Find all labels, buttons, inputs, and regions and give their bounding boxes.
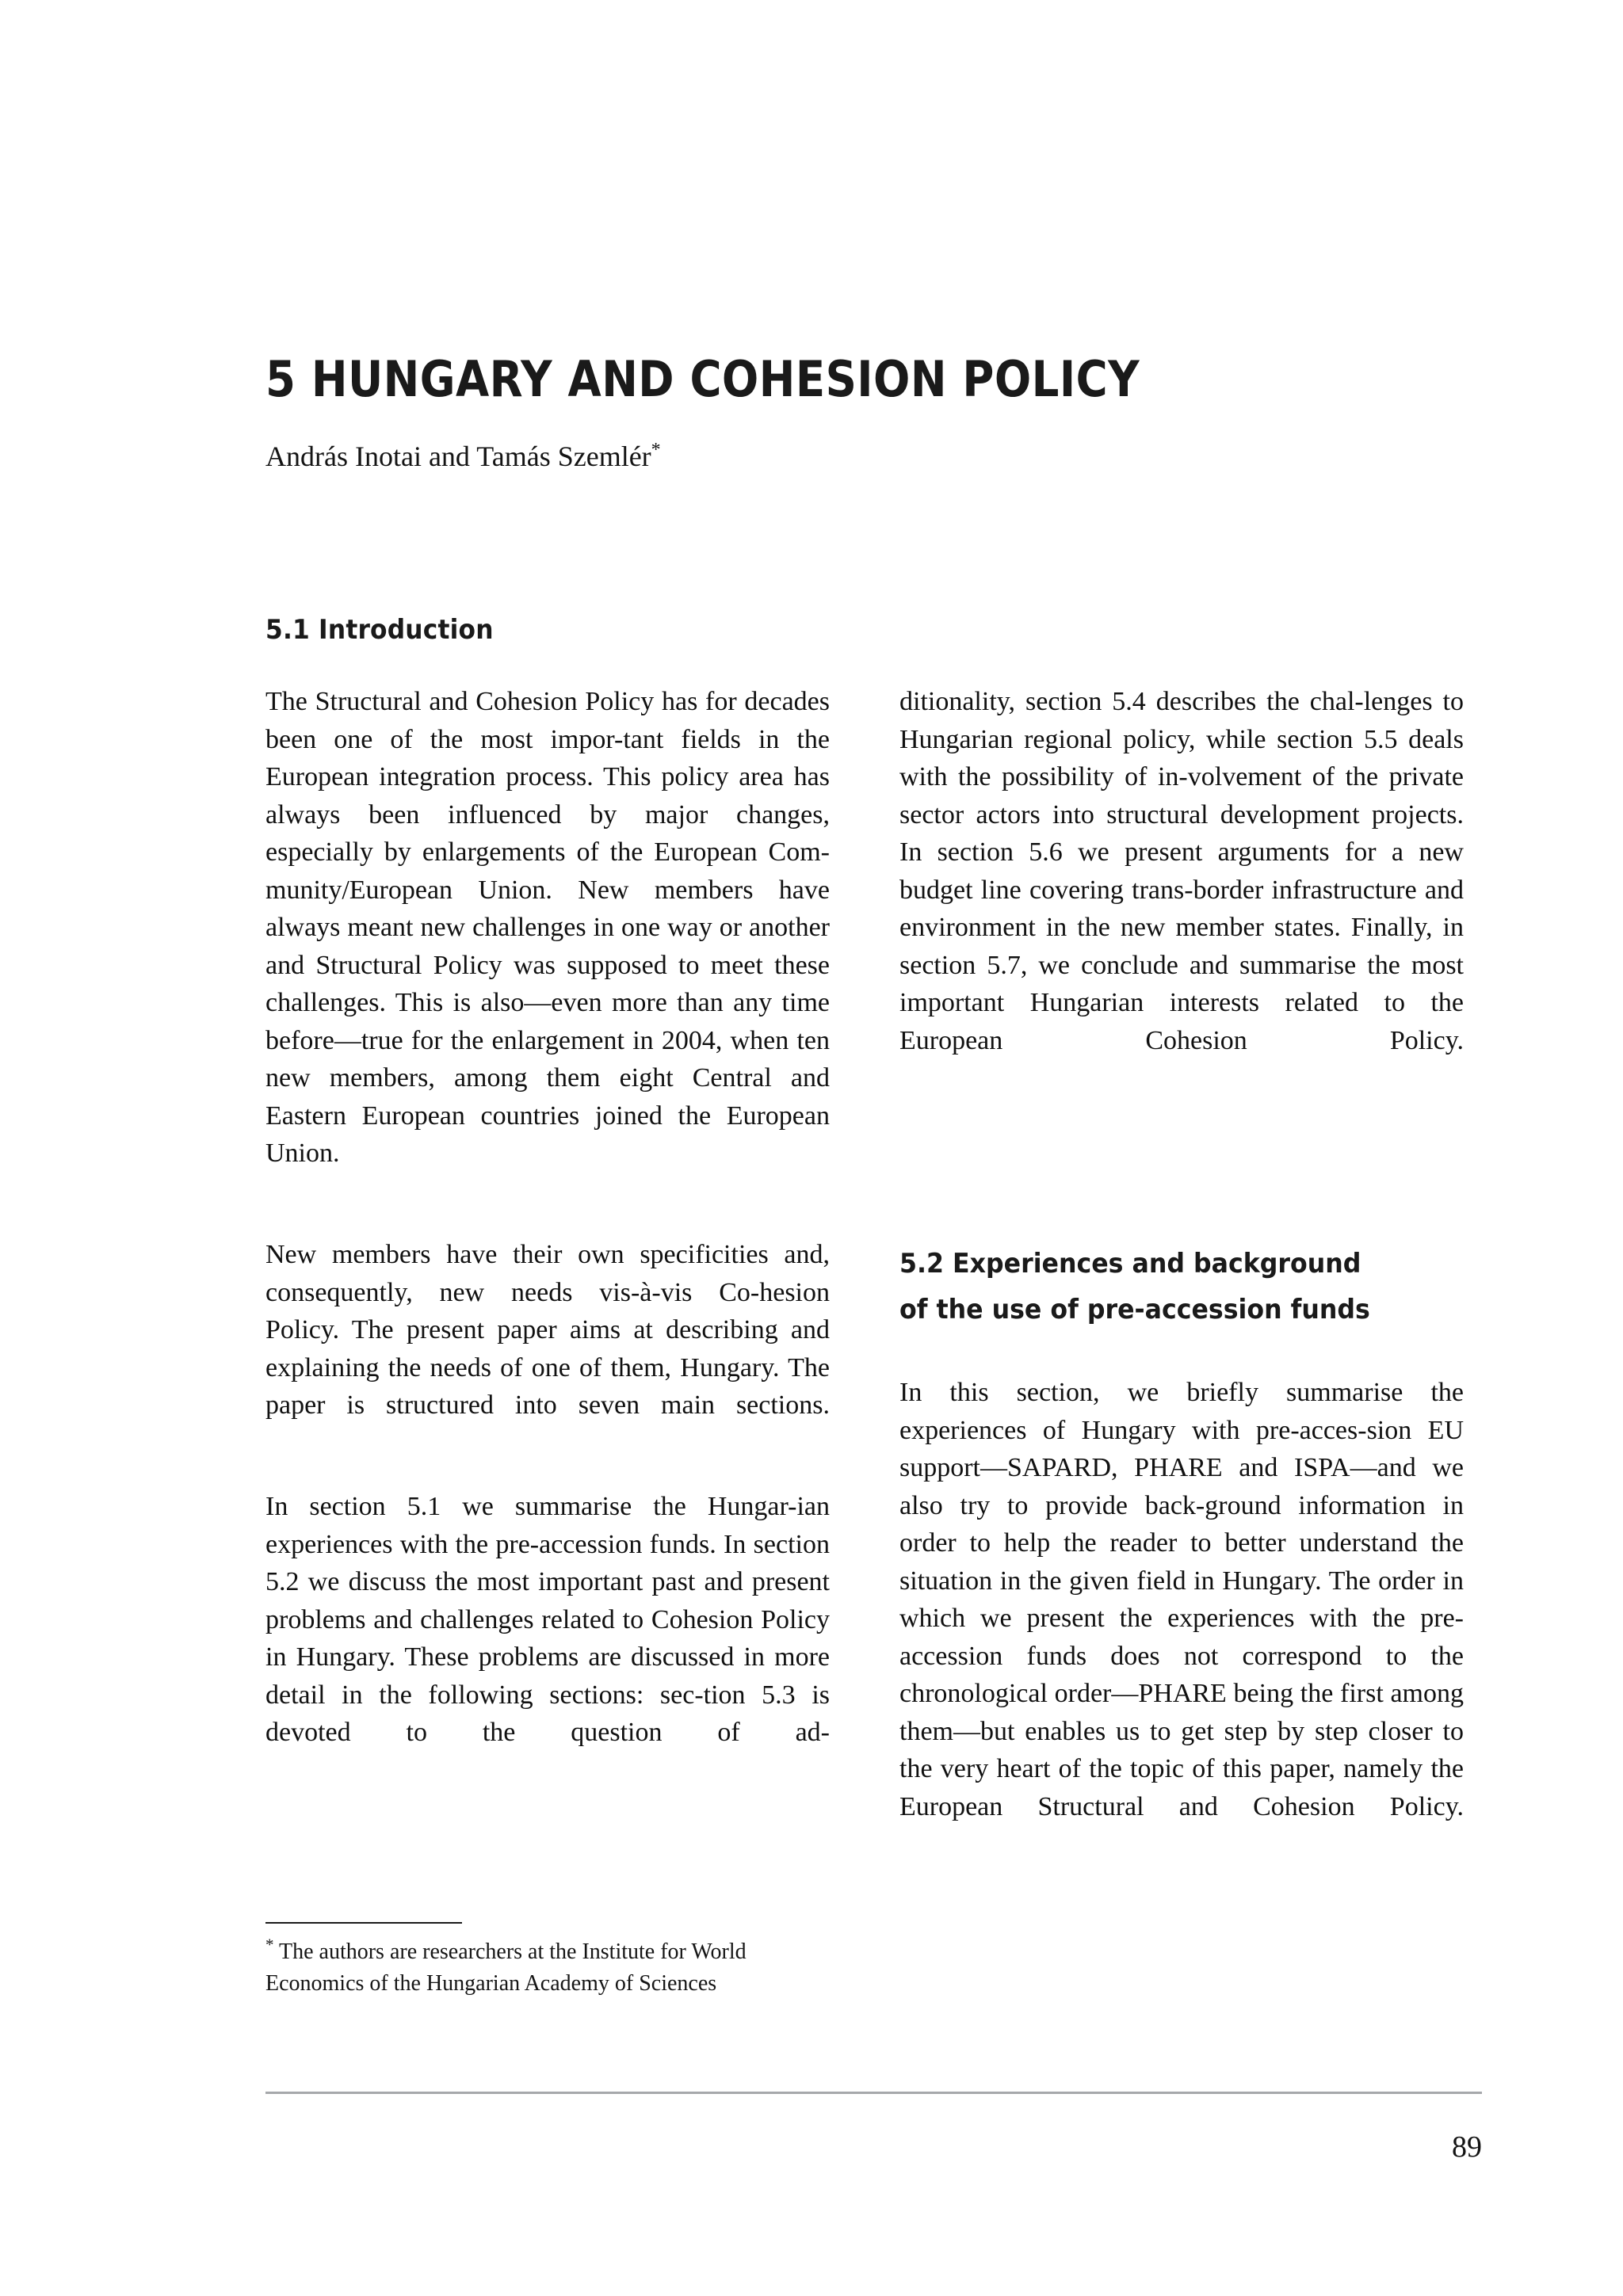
section-heading-5-2-line2: of the use of pre-accession funds [899, 1294, 1370, 1326]
footnote-text: The authors are researchers at the Institute for World Economics of the Hungarian Academy of Sciences [265, 1939, 747, 1996]
body-column-left [265, 683, 830, 1789]
author-footnote-marker: * [651, 440, 661, 460]
section-heading-5-2-line1: 5.2 Experiences and background [899, 1248, 1361, 1280]
page-content-frame [265, 0, 1482, 2296]
footnote-separator-rule [265, 1922, 462, 1924]
author-byline [265, 438, 1482, 475]
paragraph: In section 5.1 we summarise the Hungar-ian experiences with the pre-accession funds. In section 5.2 we discuss the most important past and present problems and challenges related to Cohesion Policy in Hungary. These problems are discussed in more detail in the following sections: sec-tion 5.3 is devoted to the question of ad- [265, 1492, 830, 1747]
footnote-marker: * [265, 1935, 274, 1955]
chapter-title: 5 HUNGARY AND COHESION POLICY [265, 349, 1140, 408]
paragraph: In this section, we briefly summarise the experiences of Hungary with pre-acces-sion EU support—SAPARD, PHARE and ISPA—and we also try to provide back-ground information in order to help the reader to better understand the situation in the given field in Hungary. The order in which we present the experiences with the pre-accession funds does not correspond to the chronological order—PHARE being the first among them—but enables us to get step by step closer to the very heart of the topic of this paper, namely the European Structural and Cohesion Policy. [899, 1378, 1464, 1821]
paragraph: ditionality, section 5.4 describes the chal-lenges to Hungarian regional policy, while section 5.5 deals with the possibility of in-volvement of the private sector actors into structural development projects. In section 5.6 we present arguments for a new budget line covering trans-border infrastructure and environment in the new member states. Finally, in section 5.7, we conclude and summarise the most important Hungarian interests related to the European Cohesion Policy. [899, 687, 1464, 1055]
page-number: 89 [1452, 2130, 1482, 2164]
footer-rule [265, 2092, 1482, 2094]
section-heading-5-2 [899, 1241, 1424, 1333]
paragraph: The Structural and Cohesion Policy has for decades been one of the most impor-tant fields in the European integration process. This policy area has always been influenced by major changes, especially by enlargements of the European Com-munity/European Union. New members have always meant new challenges in one way or another and Structural Policy was supposed to meet these challenges. This is also—even more than any time before—true for the enlargement in 2004, when ten new members, among them eight Central and Eastern European countries joined the European Union. [265, 687, 830, 1168]
paragraph: New members have their own specificities and, consequently, new needs vis-à-vis Co-hesion Policy. The present paper aims at describing and explaining the needs of one of them, Hungary. The paper is structured into seven main sections. [265, 1240, 830, 1420]
body-column-right [899, 683, 1464, 1097]
section-heading-5-1: 5.1 Introduction [265, 614, 494, 646]
author-names: András Inotai and Tamás Szemlér [265, 441, 651, 472]
footnote [265, 1936, 830, 2000]
